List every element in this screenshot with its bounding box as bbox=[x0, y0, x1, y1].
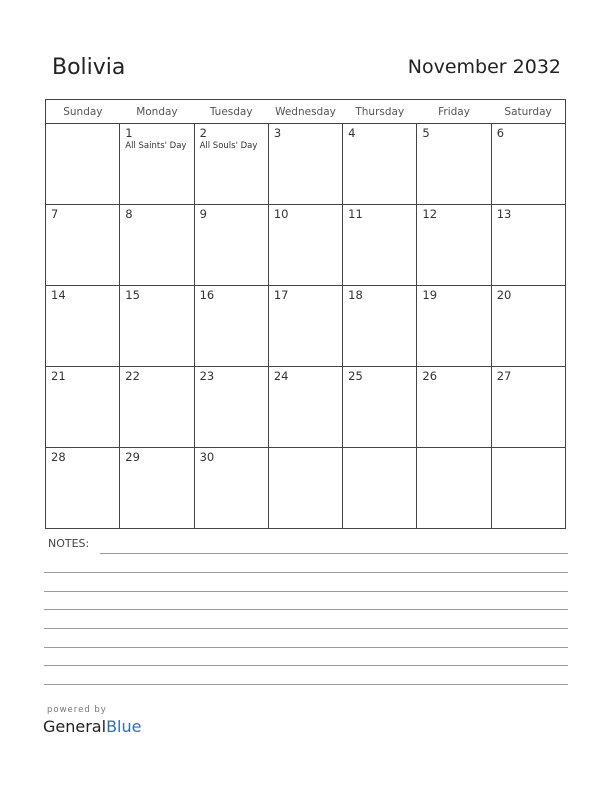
day-number: 17 bbox=[273, 288, 289, 302]
day-number: 24 bbox=[273, 369, 289, 383]
note-line bbox=[44, 647, 568, 648]
day-number: 19 bbox=[422, 288, 438, 302]
day-number: 10 bbox=[273, 207, 289, 221]
day-cell bbox=[491, 367, 565, 448]
notes-label: NOTES: bbox=[48, 537, 90, 550]
weekday-friday: Friday bbox=[417, 100, 491, 124]
day-cell bbox=[343, 448, 417, 529]
day-number: 29 bbox=[125, 450, 140, 464]
day-cell bbox=[194, 367, 268, 448]
note-line bbox=[44, 628, 568, 629]
day-cell bbox=[268, 205, 342, 286]
day-number: 25 bbox=[348, 369, 363, 383]
day-cell bbox=[46, 124, 120, 205]
weekday-saturday: Saturday bbox=[491, 100, 565, 124]
weekday-thursday: Thursday bbox=[343, 100, 417, 124]
holiday-label: All Saints' Day bbox=[125, 141, 187, 151]
day-cell bbox=[120, 367, 194, 448]
note-line bbox=[44, 609, 568, 610]
day-number: 7 bbox=[51, 207, 59, 221]
day-number: 21 bbox=[51, 369, 66, 383]
day-number: 22 bbox=[125, 369, 140, 383]
month-year-title: November 2032 bbox=[407, 56, 561, 78]
day-number: 8 bbox=[125, 207, 133, 221]
day-number: 27 bbox=[496, 369, 512, 383]
holiday-label: All Souls' Day bbox=[199, 141, 258, 151]
day-number: 28 bbox=[51, 450, 66, 464]
day-number: 2 bbox=[199, 126, 207, 140]
generalblue-logo bbox=[43, 717, 141, 736]
note-line bbox=[100, 553, 568, 554]
day-cell bbox=[343, 367, 417, 448]
day-cell bbox=[268, 367, 342, 448]
weekday-tuesday: Tuesday bbox=[194, 100, 268, 124]
day-cell bbox=[120, 124, 194, 205]
note-line bbox=[44, 665, 568, 666]
day-number: 16 bbox=[199, 288, 215, 302]
day-number: 1 bbox=[125, 126, 133, 140]
day-cell bbox=[417, 286, 491, 367]
day-number: 9 bbox=[199, 207, 207, 221]
note-line bbox=[44, 684, 568, 685]
day-cell bbox=[417, 124, 491, 205]
day-cell bbox=[491, 286, 565, 367]
brand-general: General bbox=[43, 717, 107, 736]
day-cell bbox=[491, 448, 565, 529]
day-cell bbox=[268, 286, 342, 367]
week-row bbox=[46, 205, 566, 286]
day-number: 14 bbox=[51, 288, 66, 302]
day-cell bbox=[268, 448, 342, 529]
day-number: 26 bbox=[422, 369, 438, 383]
day-cell bbox=[46, 367, 120, 448]
day-cell bbox=[46, 448, 120, 529]
day-cell bbox=[343, 286, 417, 367]
day-cell bbox=[46, 205, 120, 286]
day-cell bbox=[491, 205, 565, 286]
day-number: 12 bbox=[422, 207, 438, 221]
day-cell bbox=[194, 286, 268, 367]
day-cell bbox=[46, 286, 120, 367]
brand-blue: Blue bbox=[106, 717, 142, 736]
day-cell bbox=[417, 205, 491, 286]
day-number: 15 bbox=[125, 288, 140, 302]
powered-by-text: powered by bbox=[47, 705, 107, 715]
week-row bbox=[46, 367, 566, 448]
day-cell bbox=[417, 367, 491, 448]
day-cell bbox=[194, 205, 268, 286]
week-row bbox=[46, 286, 566, 367]
day-number: 20 bbox=[496, 288, 512, 302]
weekday-sunday: Sunday bbox=[46, 100, 120, 124]
day-number: 3 bbox=[273, 126, 282, 140]
day-cell bbox=[120, 205, 194, 286]
day-number: 5 bbox=[422, 126, 430, 140]
week-row bbox=[46, 448, 566, 529]
weekday-header-row bbox=[46, 100, 566, 124]
day-cell bbox=[194, 124, 268, 205]
country-title: Bolivia bbox=[52, 55, 126, 80]
day-number: 18 bbox=[348, 288, 363, 302]
day-cell bbox=[417, 448, 491, 529]
day-number: 13 bbox=[496, 207, 512, 221]
note-line bbox=[44, 572, 568, 573]
day-cell bbox=[194, 448, 268, 529]
weekday-wednesday: Wednesday bbox=[268, 100, 342, 124]
week-row bbox=[46, 124, 566, 205]
day-cell bbox=[120, 448, 194, 529]
day-number: 11 bbox=[348, 207, 363, 221]
note-line bbox=[44, 591, 568, 592]
day-cell bbox=[343, 124, 417, 205]
day-number: 30 bbox=[199, 450, 215, 464]
day-number: 23 bbox=[199, 369, 215, 383]
day-cell bbox=[120, 286, 194, 367]
day-cell bbox=[268, 124, 342, 205]
calendar-grid bbox=[45, 99, 566, 529]
day-cell bbox=[343, 205, 417, 286]
day-cell bbox=[491, 124, 565, 205]
day-number: 6 bbox=[496, 126, 505, 140]
weekday-monday: Monday bbox=[120, 100, 194, 124]
day-number: 4 bbox=[348, 126, 356, 140]
